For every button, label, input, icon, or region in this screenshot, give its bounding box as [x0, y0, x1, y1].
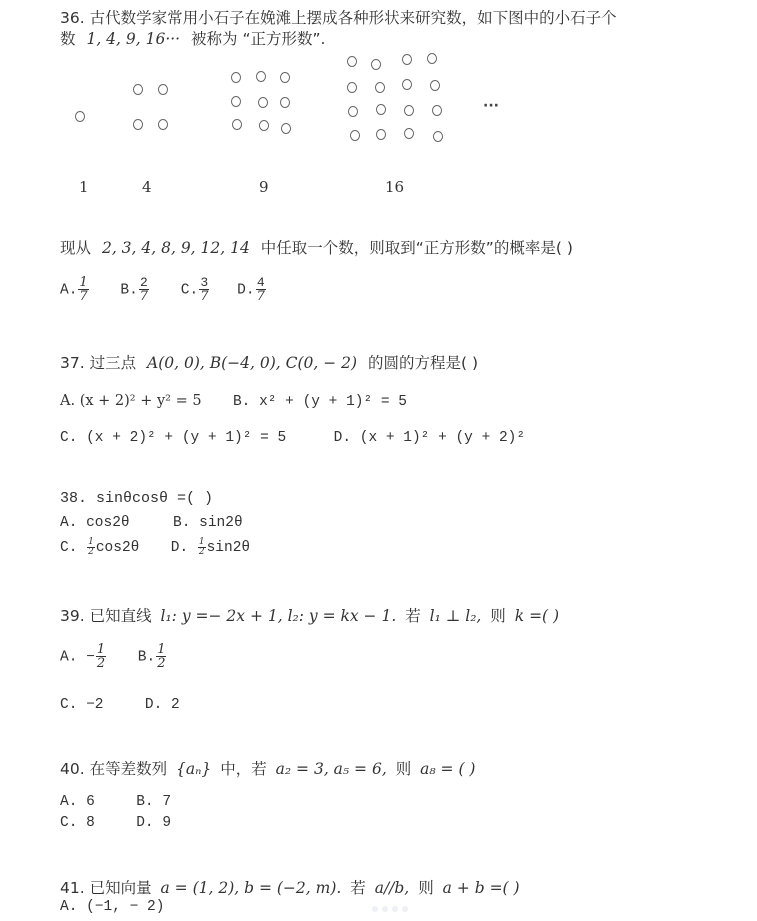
q39-options-row1 — [60, 643, 167, 670]
q36-prompt-set: 2, 3, 4, 8, 9, 12, 14 — [101, 239, 250, 257]
q39-option-a[interactable]: A. − $\frac{1}{2}$ — [60, 642, 106, 671]
stone-icon — [258, 97, 268, 108]
q36-line2-suffix: 被称为 “正方形数”. — [191, 30, 326, 48]
stone-icon — [281, 123, 291, 134]
q40-option-a[interactable]: A. 6 — [60, 794, 95, 810]
q38-options-row1 — [60, 515, 243, 531]
stone-icon — [348, 106, 358, 117]
q36-option-b[interactable]: B. $\frac{2}{7}$ — [120, 275, 149, 304]
q36-option-c[interactable]: C. $\frac{3}{7}$ — [180, 275, 209, 304]
stone-icon — [376, 104, 386, 115]
figure-label-4: 4 — [142, 178, 152, 196]
stone-icon — [432, 105, 442, 116]
q36-stem-line1: 36. 古代数学家常用小石子在娩滩上摆成各种形状来研究数，如下图中的小石子个 — [60, 9, 617, 27]
q40-options-row2 — [60, 815, 171, 831]
q40-option-b[interactable]: B. 7 — [136, 794, 172, 810]
page-indicator — [372, 898, 412, 916]
q37-stem: 37. 过三点 A(0, 0), B(−4, 0), C(0, − 2) 的圆的方程是( ) — [60, 354, 479, 372]
q39-option-d[interactable]: D. 2 — [144, 697, 180, 713]
q36-option-a[interactable]: A. $\frac{1}{7}$ — [60, 275, 88, 304]
q36-option-d[interactable]: D. $\frac{4}{7}$ — [237, 275, 265, 304]
stone-icon — [280, 72, 290, 83]
stone-icon — [158, 84, 168, 95]
q37-points: A(0, 0), B(−4, 0), C(0, − 2) — [147, 354, 358, 372]
stone-icon — [433, 131, 443, 142]
stone-icon — [350, 130, 360, 141]
stone-icon — [404, 128, 414, 139]
q36-options — [60, 276, 267, 303]
q40-stem: 40. 在等差数列 {aₙ} 中，若 a₂ = 3, a₅ = 6, 则 a₈ = ( ) — [60, 760, 476, 778]
stone-icon — [75, 111, 85, 122]
q38-option-b[interactable]: B. sin2θ — [173, 515, 243, 531]
stone-icon — [375, 82, 385, 93]
q36-prompt — [60, 236, 573, 258]
q38-option-c[interactable]: C. $\frac{1}{2}$ cos2θ — [60, 537, 140, 557]
figure-label-1: 1 — [79, 178, 89, 196]
q37-option-a[interactable]: A. (x + 2)² + y² = 5 — [60, 393, 202, 409]
page-dot — [402, 906, 408, 912]
q36-stem-line2 — [60, 27, 325, 49]
stone-icon — [232, 119, 242, 130]
q38-stem: 38. sinθcosθ =( ) — [60, 490, 214, 507]
q40-option-d[interactable]: D. 9 — [136, 815, 172, 831]
q36-prompt-suffix: 中任取一个数，则取到“正方形数”的概率是( ) — [260, 239, 573, 257]
stone-icon — [402, 54, 412, 65]
q39-options-row2 — [60, 697, 180, 713]
stone-icon — [231, 96, 241, 107]
stone-icon — [430, 80, 440, 91]
stone-icon — [158, 119, 168, 130]
page-dot — [372, 906, 378, 912]
q39-lines: l₁: y =− 2x + 1, l₂: y = kx − 1. — [160, 607, 397, 625]
figure-label-16: 16 — [385, 178, 405, 196]
stone-icon — [402, 79, 412, 90]
stone-icon — [371, 59, 381, 70]
q40-option-c[interactable]: C. 8 — [60, 815, 95, 831]
page-dot — [392, 906, 398, 912]
q37-option-b[interactable]: B. x² + (y + 1)² = 5 — [232, 394, 407, 410]
q36-prompt-prefix: 现从 — [60, 239, 92, 257]
stone-icon — [133, 84, 143, 95]
stone-icon — [427, 53, 437, 64]
q41-stem: 41. 已知向量 a = (1, 2), b = (−2, m). 若 a//b, 则 a + b =( ) — [60, 879, 520, 897]
q39-stem: 39. 已知直线 l₁: y =− 2x + 1, l₂: y = kx − 1. 若 l₁ ⊥ l₂, 则 k =( ) — [60, 607, 560, 625]
stone-icon — [347, 56, 357, 67]
q38-option-d[interactable]: D. $\frac{1}{2}$ sin2θ — [170, 537, 251, 557]
stone-icon — [231, 72, 241, 83]
figure-label-9: 9 — [259, 178, 269, 196]
ellipsis: ··· — [483, 98, 499, 114]
stone-icon — [133, 119, 143, 130]
q41-option-a[interactable]: A. (−1, − 2) — [60, 899, 165, 915]
stone-icon — [376, 129, 386, 140]
q39-option-c[interactable]: C. −2 — [60, 697, 104, 713]
q37-options-row2 — [60, 430, 525, 446]
stone-icon — [404, 105, 414, 116]
q38-option-a[interactable]: A. cos2θ — [60, 515, 130, 531]
stone-icon — [259, 120, 269, 131]
q38-options-row2 — [60, 538, 250, 557]
stone-icon — [347, 82, 357, 93]
q37-option-d[interactable]: D. (x + 1)² + (y + 2)² — [333, 430, 526, 446]
stone-icon — [280, 97, 290, 108]
q37-options-row1 — [60, 393, 407, 410]
q39-option-b[interactable]: B. $\frac{1}{2}$ — [137, 642, 166, 671]
q36-sequence: 1, 4, 9, 16··· — [86, 30, 181, 48]
stone-icon — [256, 71, 266, 82]
q36-line2-prefix: 数 — [60, 30, 76, 48]
q37-option-c[interactable]: C. (x + 2)² + (y + 1)² = 5 — [60, 430, 287, 446]
q40-options-row1 — [60, 794, 171, 810]
page-dot — [382, 906, 388, 912]
